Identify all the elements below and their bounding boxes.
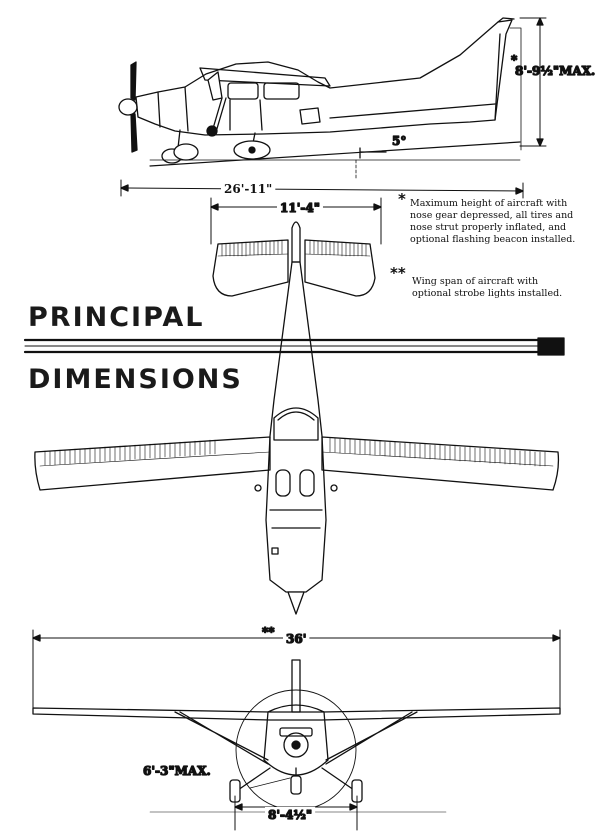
title-dimensions: DIMENSIONS [28,364,243,395]
side-cowl [158,87,188,131]
angle-label: 5° [392,134,407,148]
wing-hatching [45,438,545,466]
length-label: 26'-11" [224,182,273,196]
top-spinner [288,592,304,614]
length-dimension-line [121,180,523,198]
front-fuselage [264,705,328,775]
side-rudder [495,18,514,120]
side-windshield [208,72,222,100]
wingspan-label: 36' [286,632,307,646]
wheel-track-label: 8'-4½" [268,808,313,822]
top-vertical-fin [292,222,300,262]
front-wing [33,708,560,720]
top-fuselage [266,262,326,592]
top-cabin [274,408,318,440]
wingspan-marker: ** [262,625,275,639]
front-fin [292,660,300,712]
title-principal: PRINCIPAL [28,302,205,333]
note-1-marker: * [398,190,406,208]
note-2-text: Wing span of aircraft with optional strobe lights installed. [412,276,563,299]
note-1-text: Maximum height of aircraft with nose gear depressed, all tires and nose strut properly inflated, and optional flashing beacon installed. [410,198,576,245]
prop-clearance-label: 6'-3"MAX. [143,764,211,778]
side-ground-line [150,142,520,166]
nose-wheel [291,776,301,794]
height-dimension-line [520,18,546,146]
horizontal-stabilizer [213,240,375,296]
title-rules [25,338,564,355]
side-window-rear [264,83,299,99]
side-window-front [228,83,258,99]
top-view [35,198,559,614]
stabilizer-span-label: 11'-4" [280,201,320,215]
top-wing [35,437,559,490]
height-marker: * [511,53,518,67]
side-spinner [119,99,137,115]
front-view [33,630,560,830]
side-view [119,18,546,198]
note-2-marker: ** [390,264,406,282]
height-label: 8'-9½"MAX. [515,64,596,78]
